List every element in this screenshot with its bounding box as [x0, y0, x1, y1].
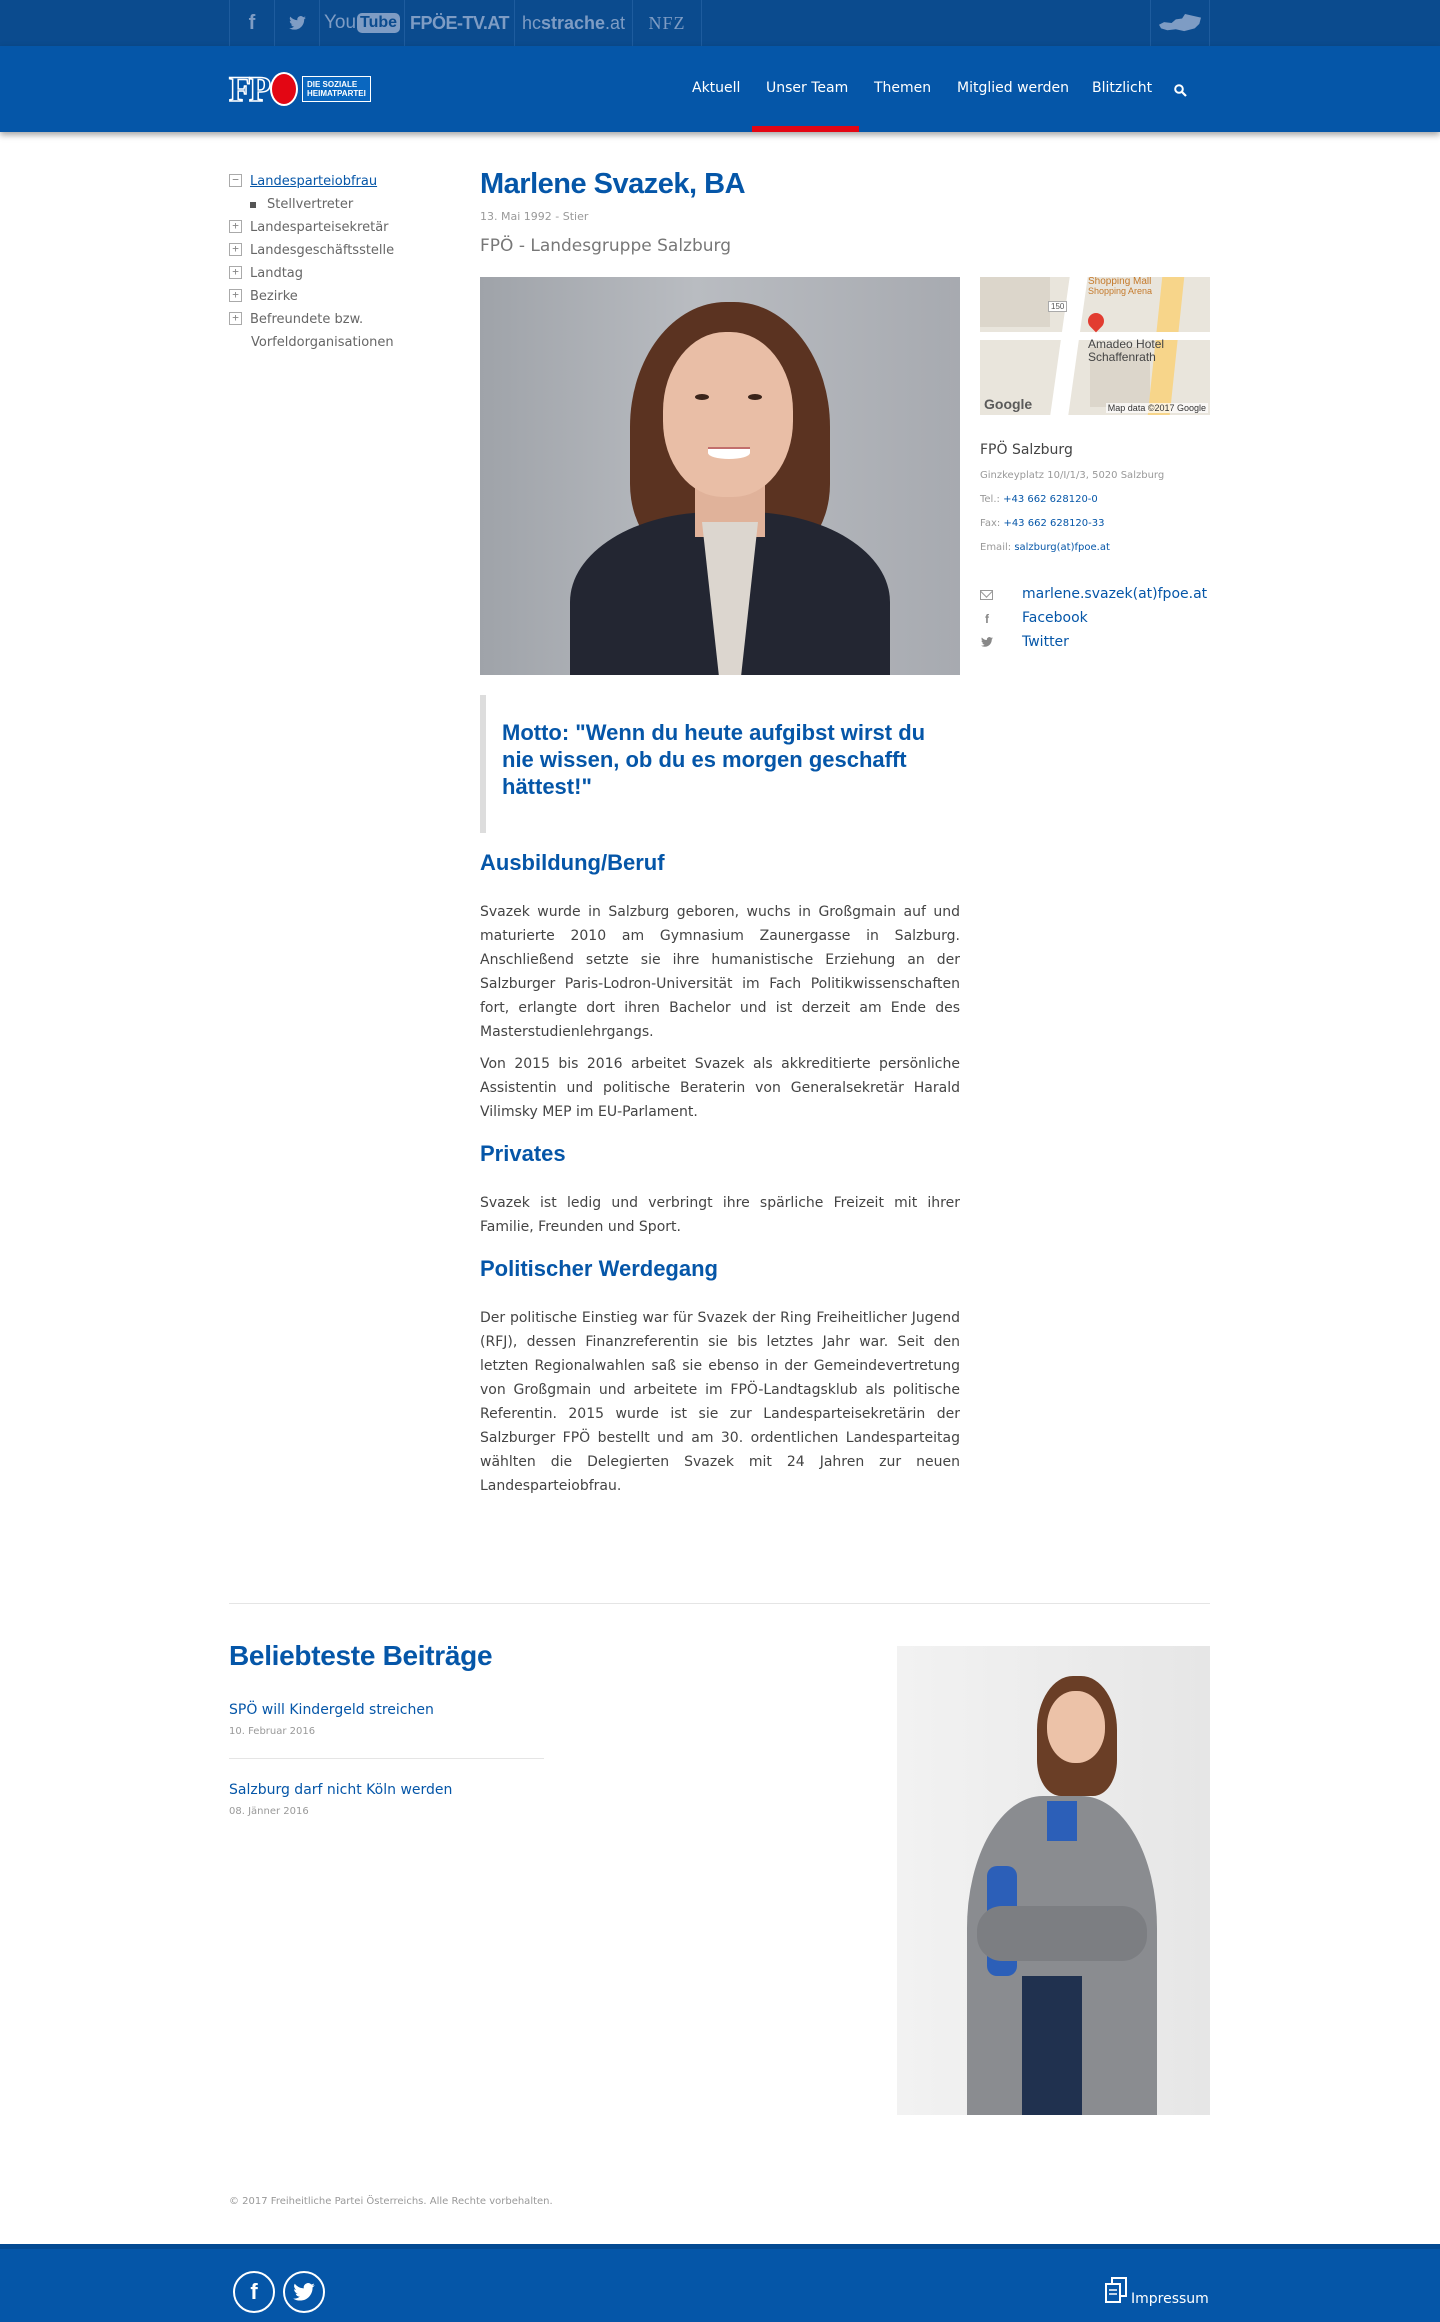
section-paragraph: Svazek wurde in Salzburg geboren, wuchs in Großgmain auf und maturierte 2010 am Gymnasium Zaunergasse in Salzburg. Anschließend setzte sie ihre humanistische Erziehung an der Salzburger Paris-Lodron-Universität im Fach Politikwissenschaften fort, erlangte dort ihren Bachelor und ist derzeit am Ende des Masterstudienlehrgangs. [480, 904, 960, 1040]
google-map[interactable] [980, 277, 1210, 415]
popular-posts-heading: Beliebteste Beiträge [229, 1640, 493, 1671]
sidebar-item-landtag[interactable]: + Landtag [229, 266, 303, 281]
facebook-icon[interactable]: f [229, 0, 274, 46]
search-icon[interactable] [1174, 82, 1188, 96]
sidebar-item-landesparteiobfrau[interactable]: − Landesparteiobfrau [229, 174, 377, 189]
document-icon [1104, 2277, 1128, 2303]
post-separator [229, 1758, 544, 1759]
birth-date: 13. Mai 1992 - Stier [480, 210, 589, 223]
nav-themen[interactable]: Themen [874, 80, 932, 96]
expand-toggle[interactable]: + [229, 266, 242, 279]
sidebar-item-landesparteisekretaer[interactable]: + Landesparteisekretär [229, 220, 389, 235]
fpoe-logo[interactable]: FP DIE SOZIALE HEIMATPARTEI [229, 72, 391, 106]
map-label: Amadeo Hotel [1088, 337, 1165, 351]
copyright-text: © 2017 Freiheitliche Partei Österreichs. Alle Rechte vorbehalten. [229, 2196, 553, 2207]
bullet-icon [250, 202, 256, 208]
office-fax: Fax: +43 662 628120-33 [980, 518, 1105, 529]
email-link[interactable]: salzburg(at)fpoe.at [1014, 542, 1110, 553]
party-group: FPÖ - Landesgruppe Salzburg [480, 236, 732, 256]
section-heading-ausbildung: Ausbildung/Beruf [480, 850, 665, 875]
nav-aktuell[interactable]: Aktuell [692, 80, 741, 96]
popular-post-link[interactable]: Salzburg darf nicht Köln werden [229, 1782, 453, 1798]
section-heading-politischer-werdegang: Politischer Werdegang [480, 1256, 718, 1281]
phone-link[interactable]: +43 662 628120-0 [1003, 494, 1098, 505]
expand-toggle[interactable]: + [229, 220, 242, 233]
office-email: Email: salzburg(at)fpoe.at [980, 542, 1110, 553]
sidebar-item-bezirke[interactable]: + Bezirke [229, 289, 298, 304]
popular-post-link[interactable]: SPÖ will Kindergeld streichen [229, 1702, 434, 1718]
nav-active-indicator [752, 126, 859, 132]
nav-unser-team[interactable]: Unser Team [766, 80, 849, 96]
office-address: Ginzkeyplatz 10/I/1/3, 5020 Salzburg [980, 470, 1165, 481]
section-paragraph: Von 2015 bis 2016 arbeitet Svazek als akkreditierte persönliche Assistentin und politische Beraterin von Generalsekretär Harald Vilimsky MEP im EU-Parlament. [480, 1056, 960, 1120]
nav-mitglied-werden[interactable]: Mitglied werden [957, 80, 1070, 96]
sidebar-item-vorfeldorganisationen[interactable]: + Befreundete bzw. [229, 312, 363, 327]
section-paragraph: Der politische Einstieg war für Svazek der Ring Freiheitlicher Jugend (RFJ), dessen Finanzreferentin sie bis letztes Jahr war. Seit den letzten Regionalwahlen saß sie ebenso in der Gemeindevertretung von Großgmain und arbeitete im FPÖ-Landtagsklub als politische Referentin. 2015 wurde ist sie zur Landesparteisekretärin der Salzburger FPÖ bestellt und am 30. ordentlichen Landesparteitag wählten die Delegierten Svazek mit 24 Jahren zur neuen Landesparteiobfrau. [480, 1310, 960, 1494]
sidebar-item-label-continuation[interactable]: Vorfeldorganisationen [251, 335, 394, 350]
expand-toggle[interactable]: + [229, 289, 242, 302]
youtube-link[interactable]: You Tube [319, 0, 404, 46]
twitter-icon[interactable] [274, 0, 319, 46]
fpoe-tv-link[interactable]: FPÖE-TV.AT [404, 0, 514, 46]
google-logo: Google [984, 396, 1033, 412]
logo-tagline: DIE SOZIALE HEIMATPARTEI [302, 76, 371, 102]
envelope-icon [980, 589, 994, 601]
twitter-icon [980, 637, 994, 649]
austria-map-icon[interactable] [1150, 0, 1210, 46]
nav-blitzlicht[interactable]: Blitzlicht [1092, 80, 1153, 96]
impressum-link[interactable]: Impressum [1131, 2291, 1209, 2307]
section-heading-privates: Privates [480, 1141, 566, 1166]
section-paragraph: Svazek ist ledig und verbringt ihre spärliche Freizeit mit ihrer Familie, Freunden und Sport. [480, 1195, 960, 1235]
map-pin-icon [1085, 310, 1108, 333]
full-body-photo [897, 1646, 1210, 2115]
office-phone: Tel.: +43 662 628120-0 [980, 494, 1098, 505]
sidebar-item-landesgeschaeftsstelle[interactable]: + Landesgeschäftsstelle [229, 243, 394, 258]
portrait-photo [480, 277, 960, 675]
top-social-bar [0, 0, 1440, 46]
map-label: Schaffenrath [1088, 350, 1156, 364]
main-navbar [0, 46, 1440, 132]
hcstrache-link[interactable]: hc strache .at [514, 0, 632, 46]
sidebar-item-stellvertreter[interactable]: Stellvertreter [250, 197, 353, 212]
map-label: Shopping Mall [1088, 277, 1152, 287]
fax-link[interactable]: +43 662 628120-33 [1003, 518, 1105, 529]
expand-toggle[interactable]: + [229, 243, 242, 256]
post-date: 08. Jänner 2016 [229, 1806, 309, 1817]
collapse-toggle[interactable]: − [229, 174, 242, 187]
post-date: 10. Februar 2016 [229, 1726, 316, 1737]
page-title: Marlene Svazek, BA [480, 168, 746, 200]
motto-quote: Motto: "Wenn du heute aufgibst wirst du nie wissen, ob du es morgen geschafft hättest!" [480, 695, 960, 833]
footer-twitter-icon[interactable] [283, 2271, 325, 2313]
map-attribution: Map data ©2017 Google [1107, 403, 1206, 413]
nfz-link[interactable]: NFZ [632, 0, 702, 46]
office-name: FPÖ Salzburg [980, 442, 1073, 458]
section-divider [229, 1603, 1210, 1604]
map-label: Shopping Arena [1088, 286, 1153, 296]
footer-facebook-icon[interactable]: f [233, 2271, 275, 2313]
expand-toggle[interactable]: + [229, 312, 242, 325]
road-badge: 150 [1048, 301, 1067, 312]
facebook-icon: f [985, 612, 989, 626]
footer [0, 2244, 1440, 2322]
